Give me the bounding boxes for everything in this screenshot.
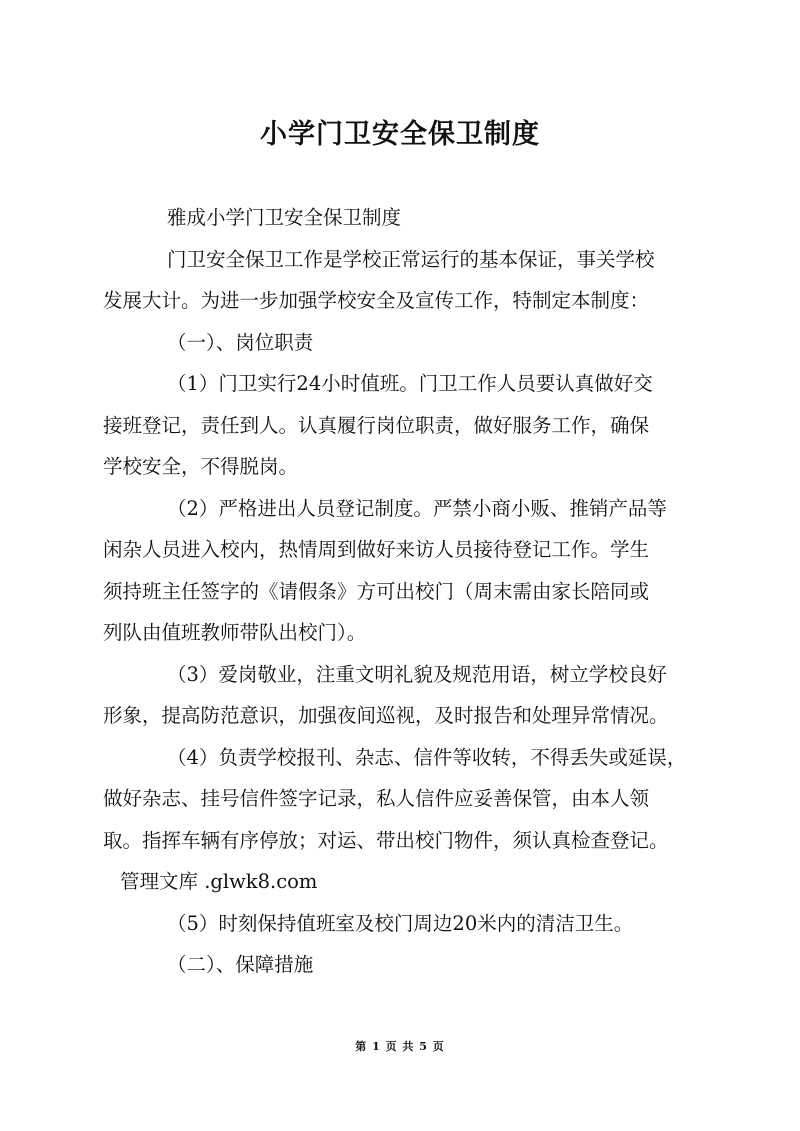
paragraph-line: 学校安全，不得脱岗。 bbox=[103, 455, 299, 478]
section-heading: （一）、岗位职责 bbox=[167, 330, 314, 354]
watermark-site-line: 管理文库 .glwk8.com bbox=[120, 870, 318, 893]
paragraph-line: （5）时刻保持值班室及校门周边20米内的清洁卫生。 bbox=[167, 911, 634, 935]
paragraph-line: 取。指挥车辆有序停放；对运、带出校门物件，须认真检查登记。 bbox=[103, 828, 669, 852]
paragraph-line: （4）负责学校报刊、杂志、信件等收转，不得丢失或延误， bbox=[167, 745, 687, 769]
paragraph-line: 发展大计。为进一步加强学校安全及宣传工作，特制定本制度： bbox=[103, 289, 650, 312]
paragraph-line: 闲杂人员进入校内，热情周到做好来访人员接待登记工作。学生 bbox=[103, 538, 650, 561]
paragraph-line: （3）爱岗敬业，注重文明礼貌及规范用语，树立学校良好 bbox=[167, 662, 667, 686]
paragraph-line: 门卫安全保卫工作是学校正常运行的基本保证，事关学校 bbox=[167, 247, 655, 271]
paragraph-line: 雅成小学门卫安全保卫制度 bbox=[167, 206, 402, 229]
paragraph-line: 列队由值班教师带队出校门）。 bbox=[103, 621, 367, 644]
document-title: 小学门卫安全保卫制度 bbox=[260, 119, 540, 150]
paragraph-line: 接班登记，责任到人。认真履行岗位职责，做好服务工作，确保 bbox=[103, 413, 650, 437]
paragraph-line: 做好杂志、挂号信件签字记录，私人信件应妥善保管，由本人领 bbox=[103, 787, 650, 810]
paragraph-line: （1）门卫实行24小时值班。门卫工作人员要认真做好交 bbox=[167, 372, 653, 395]
section-heading: （二）、保障措施 bbox=[167, 953, 314, 976]
paragraph-line: 须持班主任签字的《请假条》方可出校门（周末需由家长陪同或 bbox=[103, 579, 650, 603]
paragraph-line: 形象，提高防范意识，加强夜间巡视，及时报告和处理异常情况。 bbox=[103, 704, 669, 727]
document-body bbox=[103, 197, 723, 986]
page-footer: 第 1 页 共 5 页 bbox=[355, 1040, 445, 1053]
paragraph-line: （2）严格进出人员登记制度。严禁小商小贩、推销产品等 bbox=[167, 496, 667, 520]
